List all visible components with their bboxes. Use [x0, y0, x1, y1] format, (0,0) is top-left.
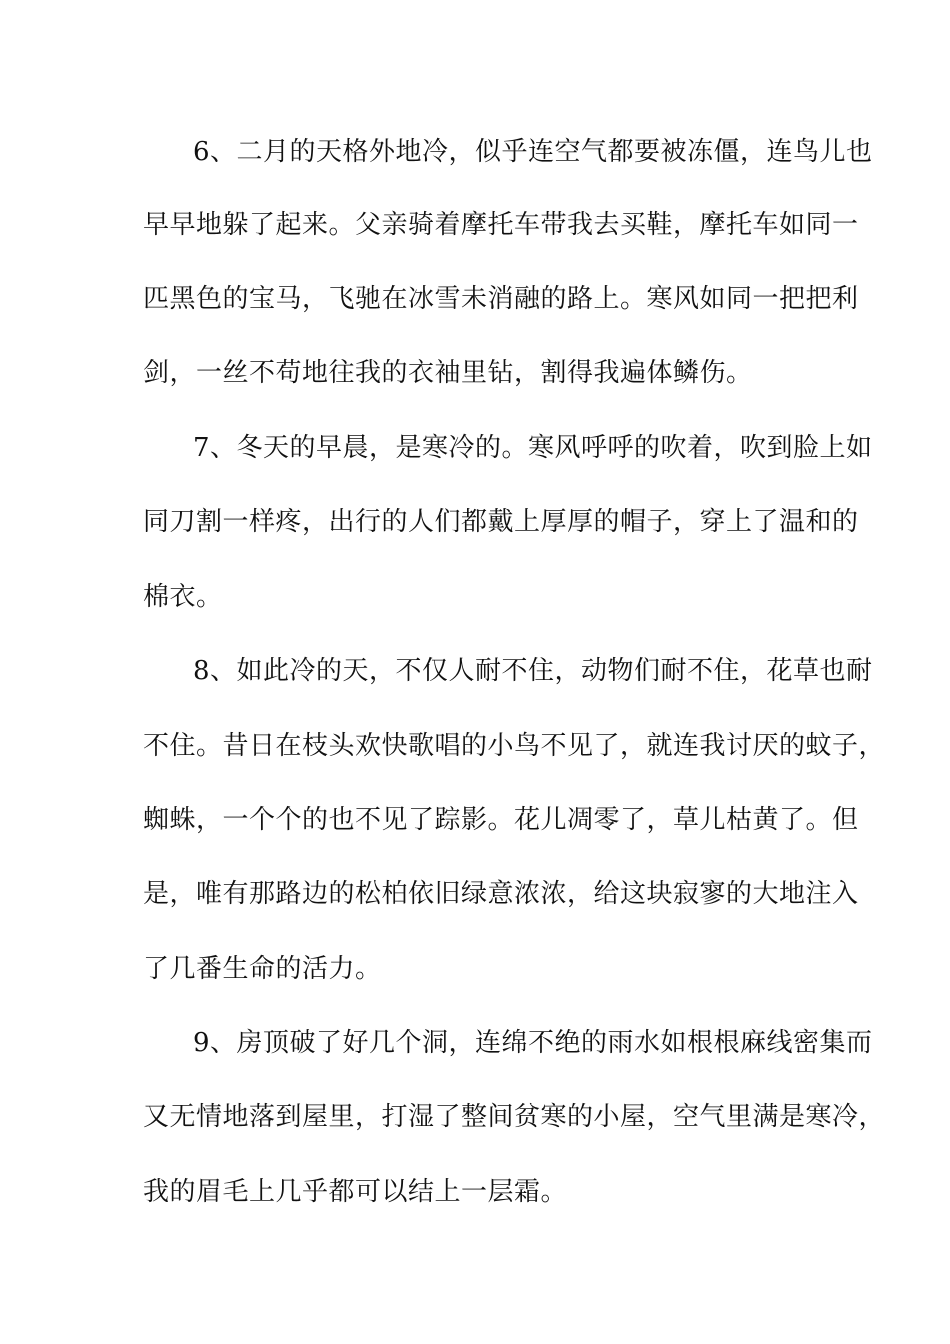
text-line: 同刀割一样疼，出行的人们都戴上厚厚的帽子，穿上了温和的 — [143, 507, 859, 537]
text-line: 匹黑色的宝马，飞驰在冰雪未消融的路上。寒风如同一把把利 — [143, 284, 859, 314]
text-line: 我的眉毛上几乎都可以结上一层霜。 — [143, 1177, 568, 1207]
text-line: 不住。昔日在枝头欢快歌唱的小鸟不见了，就连我讨厌的蚊子， — [143, 731, 886, 761]
text-line: 剑，一丝不苟地往我的衣袖里钻，割得我遍体鳞伤。 — [143, 358, 753, 388]
text-line: 7、冬天的早晨，是寒冷的。寒风呼呼的吹着，吹到脸上如 — [193, 433, 873, 463]
text-line: 了几番生命的活力。 — [143, 954, 382, 984]
text-line: 是，唯有那路边的松柏依旧绿意浓浓，给这块寂寥的大地注入 — [143, 879, 859, 909]
text-line: 棉衣。 — [143, 582, 223, 612]
text-line: 8、如此冷的天，不仅人耐不住，动物们耐不住，花草也耐 — [193, 656, 873, 686]
text-line: 蜘蛛，一个个的也不见了踪影。花儿凋零了，草儿枯黄了。但 — [143, 805, 859, 835]
text-line: 9、房顶破了好几个洞，连绵不绝的雨水如根根麻线密集而 — [193, 1028, 873, 1058]
text-line: 早早地躲了起来。父亲骑着摩托车带我去买鞋，摩托车如同一 — [143, 210, 859, 240]
text-line: 又无情地落到屋里，打湿了整间贫寒的小屋，空气里满是寒冷， — [143, 1102, 886, 1132]
text-line: 6、二月的天格外地冷，似乎连空气都要被冻僵，连鸟儿也 — [193, 137, 873, 167]
